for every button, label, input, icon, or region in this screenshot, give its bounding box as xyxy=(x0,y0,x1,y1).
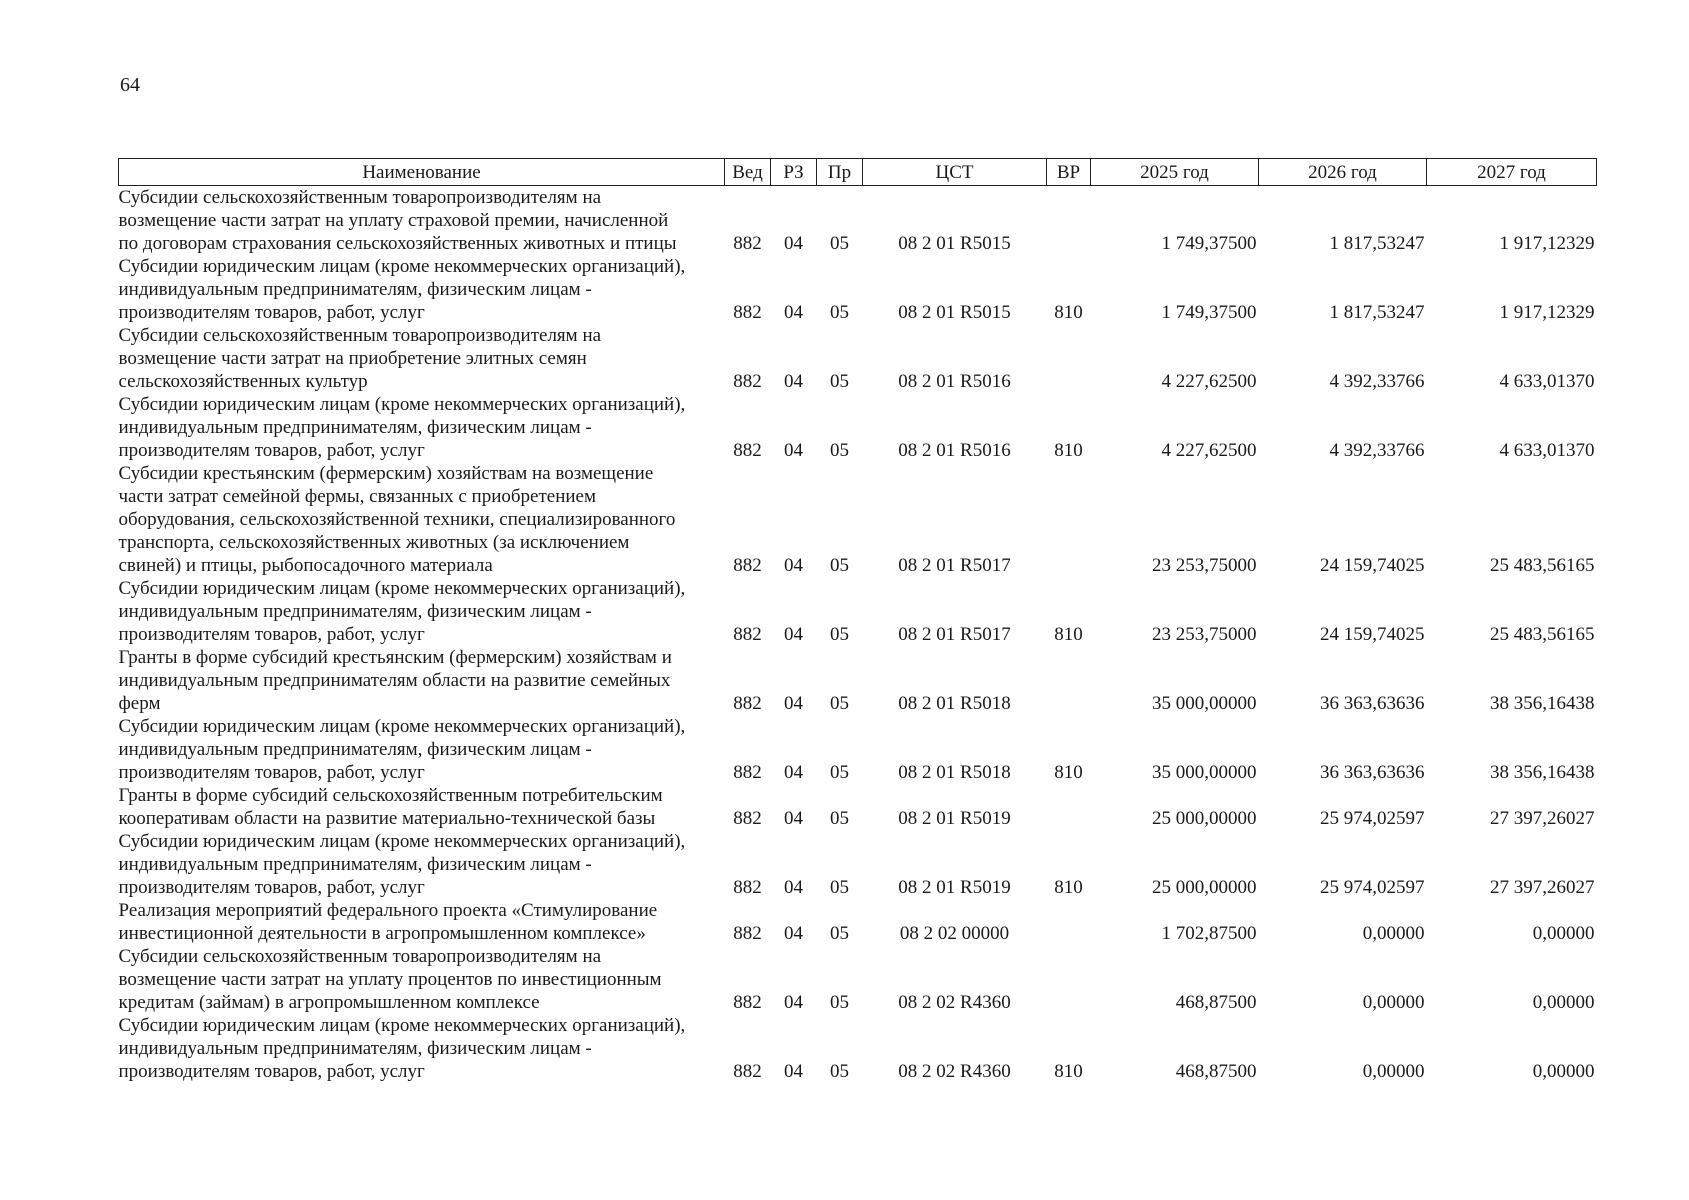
cell-2025: 35 000,00000 xyxy=(1152,693,1257,714)
cell-name xyxy=(119,646,725,715)
name-line: ферм xyxy=(118,693,161,714)
header-cst: ЦСТ xyxy=(863,159,1047,186)
name-line: Субсидии юридическим лицам (кроме некоммерческих организаций), xyxy=(118,831,686,852)
table-row xyxy=(119,324,1597,393)
cell-ved: 882 xyxy=(733,877,762,898)
cell-pr: 05 xyxy=(830,1061,849,1082)
cell-name xyxy=(119,255,725,324)
cell-2027: 38 356,16438 xyxy=(1490,762,1595,783)
name-line: производителям товаров, работ, услуг xyxy=(118,302,425,323)
name-line: кооперативам области на развитие материально-технической базы xyxy=(118,808,656,829)
cell-2025: 4 227,62500 xyxy=(1161,371,1257,392)
cell-pr: 05 xyxy=(830,440,849,461)
header-pr: Пр xyxy=(817,159,863,186)
cell-name xyxy=(119,462,725,577)
name-line: Субсидии сельскохозяйственным товаропроизводителям на xyxy=(118,187,602,208)
table-row xyxy=(119,899,1597,945)
name-line: возмещение части затрат на приобретение элитных семян xyxy=(118,348,587,369)
cell-cst: 08 2 01 R5017 xyxy=(898,624,1011,645)
cell-2025: 4 227,62500 xyxy=(1161,440,1257,461)
cell-ved: 882 xyxy=(733,440,762,461)
cell-rz: 04 xyxy=(784,762,803,783)
cell-2027: 38 356,16438 xyxy=(1490,693,1595,714)
name-line: производителям товаров, работ, услуг xyxy=(118,440,425,461)
cell-2025: 468,87500 xyxy=(1175,1061,1257,1082)
cell-vr: 810 xyxy=(1054,302,1083,323)
cell-pr: 05 xyxy=(830,877,849,898)
name-line: производителям товаров, работ, услуг xyxy=(118,624,425,645)
cell-2027: 1 917,12329 xyxy=(1499,302,1595,323)
name-line: производителям товаров, работ, услуг xyxy=(118,1061,425,1082)
cell-name xyxy=(119,945,725,1014)
cell-rz: 04 xyxy=(784,371,803,392)
name-line: свиней) и птицы, рыбопосадочного материала xyxy=(118,555,493,576)
cell-2025: 1 749,37500 xyxy=(1161,233,1257,254)
name-line: индивидуальным предпринимателям, физическим лицам - xyxy=(118,601,592,622)
name-line: Субсидии юридическим лицам (кроме некоммерческих организаций), xyxy=(118,716,686,737)
table-body xyxy=(119,186,1597,1084)
cell-pr: 05 xyxy=(830,808,849,829)
cell-ved: 882 xyxy=(733,302,762,323)
cell-2026: 24 159,74025 xyxy=(1320,555,1425,576)
cell-2027: 4 633,01370 xyxy=(1499,440,1595,461)
cell-cst: 08 2 02 R4360 xyxy=(898,992,1011,1013)
name-line: Субсидии юридическим лицам (кроме некоммерческих организаций), xyxy=(118,1015,686,1036)
name-line: инвестиционной деятельности в агропромышленном комплексе» xyxy=(118,923,646,944)
name-line: Субсидии юридическим лицам (кроме некоммерческих организаций), xyxy=(118,394,686,415)
header-rz: РЗ xyxy=(771,159,817,186)
cell-2026: 0,00000 xyxy=(1362,992,1425,1013)
cell-name xyxy=(119,1014,725,1083)
cell-2026: 0,00000 xyxy=(1362,1061,1425,1082)
cell-ved: 882 xyxy=(733,762,762,783)
cell-2027: 25 483,56165 xyxy=(1490,555,1595,576)
cell-ved: 882 xyxy=(733,555,762,576)
cell-ved: 882 xyxy=(733,693,762,714)
cell-name xyxy=(119,899,725,945)
name-line: индивидуальным предпринимателям области на развитие семейных xyxy=(118,670,671,691)
cell-2027: 27 397,26027 xyxy=(1490,808,1595,829)
cell-cst: 08 2 01 R5016 xyxy=(898,440,1011,461)
cell-2025: 1 749,37500 xyxy=(1161,302,1257,323)
cell-rz: 04 xyxy=(784,923,803,944)
cell-ved: 882 xyxy=(733,992,762,1013)
table-row xyxy=(119,186,1597,256)
cell-2025: 25 000,00000 xyxy=(1152,877,1257,898)
name-line: индивидуальным предпринимателям, физическим лицам - xyxy=(118,739,592,760)
cell-2025: 1 702,87500 xyxy=(1161,923,1257,944)
name-line: индивидуальным предпринимателям, физическим лицам - xyxy=(118,279,592,300)
table-row xyxy=(119,715,1597,784)
cell-cst: 08 2 02 00000 xyxy=(899,923,1010,944)
cell-pr: 05 xyxy=(830,923,849,944)
cell-vr: 810 xyxy=(1054,1061,1083,1082)
cell-rz: 04 xyxy=(784,808,803,829)
cell-cst: 08 2 01 R5015 xyxy=(898,302,1011,323)
cell-name xyxy=(119,715,725,784)
cell-rz: 04 xyxy=(784,233,803,254)
cell-2026: 36 363,63636 xyxy=(1320,762,1425,783)
name-line: оборудования, сельскохозяйственной техники, специализированного xyxy=(118,509,676,530)
name-line: индивидуальным предпринимателям, физическим лицам - xyxy=(118,854,592,875)
cell-name xyxy=(119,830,725,899)
cell-ved: 882 xyxy=(733,1061,762,1082)
cell-2026: 25 974,02597 xyxy=(1320,877,1425,898)
name-line: Реализация мероприятий федерального проекта «Стимулирование xyxy=(118,900,658,921)
table-row xyxy=(119,646,1597,715)
cell-cst: 08 2 01 R5018 xyxy=(898,762,1011,783)
cell-ved: 882 xyxy=(733,808,762,829)
cell-pr: 05 xyxy=(830,992,849,1013)
cell-name xyxy=(119,577,725,646)
cell-name xyxy=(119,186,725,256)
table-row xyxy=(119,462,1597,577)
cell-2025: 23 253,75000 xyxy=(1152,555,1257,576)
cell-2025: 23 253,75000 xyxy=(1152,624,1257,645)
name-line: Гранты в форме субсидий сельскохозяйственным потребительским xyxy=(118,785,663,806)
cell-pr: 05 xyxy=(830,762,849,783)
cell-vr: 810 xyxy=(1054,762,1083,783)
name-line: возмещение части затрат на уплату страховой премии, начисленной xyxy=(118,210,669,231)
cell-vr xyxy=(1047,324,1091,393)
cell-2026: 4 392,33766 xyxy=(1329,371,1425,392)
page-number: 64 xyxy=(120,74,140,96)
cell-rz: 04 xyxy=(784,693,803,714)
cell-2025: 468,87500 xyxy=(1175,992,1257,1013)
budget-table xyxy=(118,158,1597,1083)
header-vr: ВР xyxy=(1047,159,1091,186)
cell-name xyxy=(119,784,725,830)
cell-vr xyxy=(1047,784,1091,830)
header-2026: 2026 год xyxy=(1259,159,1427,186)
cell-cst: 08 2 01 R5019 xyxy=(898,808,1011,829)
cell-rz: 04 xyxy=(784,624,803,645)
cell-vr: 810 xyxy=(1054,624,1083,645)
cell-2027: 27 397,26027 xyxy=(1490,877,1595,898)
cell-vr: 810 xyxy=(1054,440,1083,461)
name-line: сельскохозяйственных культур xyxy=(118,371,368,392)
cell-vr xyxy=(1047,462,1091,577)
cell-cst: 08 2 02 R4360 xyxy=(898,1061,1011,1082)
name-line: возмещение части затрат на уплату процентов по инвестиционным xyxy=(118,969,662,990)
cell-2026: 1 817,53247 xyxy=(1329,302,1425,323)
cell-ved: 882 xyxy=(733,624,762,645)
name-line: индивидуальным предпринимателям, физическим лицам - xyxy=(118,1038,592,1059)
name-line: Субсидии крестьянским (фермерским) хозяйствам на возмещение xyxy=(118,463,654,484)
header-ved: Вед xyxy=(725,159,771,186)
cell-2026: 1 817,53247 xyxy=(1329,233,1425,254)
name-line: производителям товаров, работ, услуг xyxy=(118,762,425,783)
cell-2026: 24 159,74025 xyxy=(1320,624,1425,645)
cell-cst: 08 2 01 R5016 xyxy=(898,371,1011,392)
cell-2026: 25 974,02597 xyxy=(1320,808,1425,829)
name-line: Гранты в форме субсидий крестьянским (фермерским) хозяйствам и xyxy=(118,647,672,668)
cell-name xyxy=(119,324,725,393)
cell-2027: 0,00000 xyxy=(1532,992,1595,1013)
name-line: производителям товаров, работ, услуг xyxy=(118,877,425,898)
cell-rz: 04 xyxy=(784,1061,803,1082)
name-line: индивидуальным предпринимателям, физическим лицам - xyxy=(118,417,592,438)
cell-2027: 25 483,56165 xyxy=(1490,624,1595,645)
cell-pr: 05 xyxy=(830,624,849,645)
name-line: части затрат семейной фермы, связанных с приобретением xyxy=(118,486,597,507)
header-2027: 2027 год xyxy=(1427,159,1597,186)
name-line: Субсидии сельскохозяйственным товаропроизводителям на xyxy=(118,946,602,967)
cell-pr: 05 xyxy=(830,555,849,576)
cell-2025: 25 000,00000 xyxy=(1152,808,1257,829)
cell-pr: 05 xyxy=(830,371,849,392)
cell-2027: 1 917,12329 xyxy=(1499,233,1595,254)
table-row xyxy=(119,255,1597,324)
name-line: по договорам страхования сельскохозяйственных животных и птицы xyxy=(118,233,677,254)
cell-rz: 04 xyxy=(784,302,803,323)
cell-cst: 08 2 01 R5015 xyxy=(898,233,1011,254)
cell-pr: 05 xyxy=(830,693,849,714)
name-line: Субсидии юридическим лицам (кроме некоммерческих организаций), xyxy=(118,256,686,277)
cell-2026: 36 363,63636 xyxy=(1320,693,1425,714)
header-name: Наименование xyxy=(119,159,725,186)
cell-ved: 882 xyxy=(733,233,762,254)
cell-2026: 0,00000 xyxy=(1362,923,1425,944)
table-row xyxy=(119,577,1597,646)
cell-2025: 35 000,00000 xyxy=(1152,762,1257,783)
cell-2027: 4 633,01370 xyxy=(1499,371,1595,392)
cell-vr: 810 xyxy=(1054,877,1083,898)
cell-ved: 882 xyxy=(733,371,762,392)
cell-rz: 04 xyxy=(784,555,803,576)
cell-name xyxy=(119,393,725,462)
table-row xyxy=(119,393,1597,462)
table-header-row xyxy=(119,159,1597,186)
cell-rz: 04 xyxy=(784,440,803,461)
table-row xyxy=(119,1014,1597,1083)
cell-vr xyxy=(1047,945,1091,1014)
cell-rz: 04 xyxy=(784,992,803,1013)
cell-2027: 0,00000 xyxy=(1532,923,1595,944)
name-line: Субсидии сельскохозяйственным товаропроизводителям на xyxy=(118,325,602,346)
cell-rz: 04 xyxy=(784,877,803,898)
cell-2027: 0,00000 xyxy=(1532,1061,1595,1082)
cell-vr xyxy=(1047,899,1091,945)
table-row xyxy=(119,784,1597,830)
header-2025: 2025 год xyxy=(1091,159,1259,186)
cell-cst: 08 2 01 R5019 xyxy=(898,877,1011,898)
cell-vr xyxy=(1047,186,1091,256)
name-line: Субсидии юридическим лицам (кроме некоммерческих организаций), xyxy=(118,578,686,599)
cell-vr xyxy=(1047,646,1091,715)
cell-pr: 05 xyxy=(830,302,849,323)
cell-pr: 05 xyxy=(830,233,849,254)
name-line: кредитам (займам) в агропромышленном комплексе xyxy=(118,992,540,1013)
table-row xyxy=(119,830,1597,899)
table-row xyxy=(119,945,1597,1014)
cell-2026: 4 392,33766 xyxy=(1329,440,1425,461)
cell-cst: 08 2 01 R5018 xyxy=(898,693,1011,714)
cell-cst: 08 2 01 R5017 xyxy=(898,555,1011,576)
cell-ved: 882 xyxy=(733,923,762,944)
name-line: транспорта, сельскохозяйственных животных (за исключением xyxy=(118,532,630,553)
